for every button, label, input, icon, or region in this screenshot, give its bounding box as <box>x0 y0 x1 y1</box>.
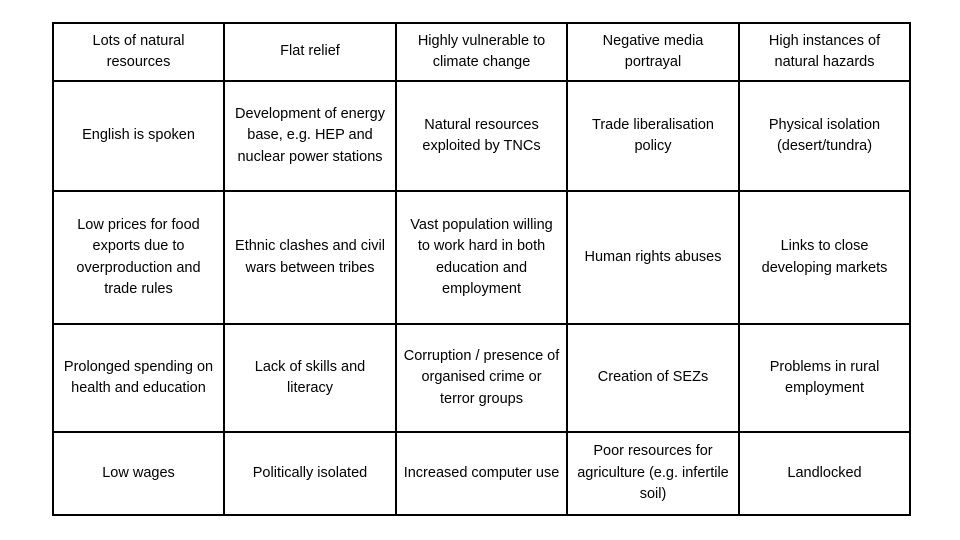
table-row <box>53 191 910 324</box>
table-row <box>53 432 910 515</box>
table-row <box>53 324 910 432</box>
table-cell: Vast population willing to work hard in both education and employment <box>396 191 567 324</box>
table-cell: Flat relief <box>224 23 396 81</box>
table-row <box>53 81 910 191</box>
table-cell: Poor resources for agriculture (e.g. infertile soil) <box>567 432 739 515</box>
table-cell: Physical isolation (desert/tundra) <box>739 81 910 191</box>
table-cell: Natural resources exploited by TNCs <box>396 81 567 191</box>
table-cell: Lack of skills and literacy <box>224 324 396 432</box>
table-cell: English is spoken <box>53 81 224 191</box>
factor-cards-table <box>52 22 911 516</box>
table-cell: Highly vulnerable to climate change <box>396 23 567 81</box>
table-cell: Low prices for food exports due to overproduction and trade rules <box>53 191 224 324</box>
table-cell: Corruption / presence of organised crime or terror groups <box>396 324 567 432</box>
table-row <box>53 23 910 81</box>
table-cell: Negative media portrayal <box>567 23 739 81</box>
table-cell: Increased computer use <box>396 432 567 515</box>
table-cell: Landlocked <box>739 432 910 515</box>
table-cell: Low wages <box>53 432 224 515</box>
table-cell: Politically isolated <box>224 432 396 515</box>
table-cell: Development of energy base, e.g. HEP and nuclear power stations <box>224 81 396 191</box>
table-cell: Prolonged spending on health and education <box>53 324 224 432</box>
table-cell: Creation of SEZs <box>567 324 739 432</box>
table-cell: Lots of natural resources <box>53 23 224 81</box>
table-cell: Links to close developing markets <box>739 191 910 324</box>
table-cell: Problems in rural employment <box>739 324 910 432</box>
table-cell: High instances of natural hazards <box>739 23 910 81</box>
table-cell: Human rights abuses <box>567 191 739 324</box>
table-cell: Ethnic clashes and civil wars between tribes <box>224 191 396 324</box>
table-cell: Trade liberalisation policy <box>567 81 739 191</box>
